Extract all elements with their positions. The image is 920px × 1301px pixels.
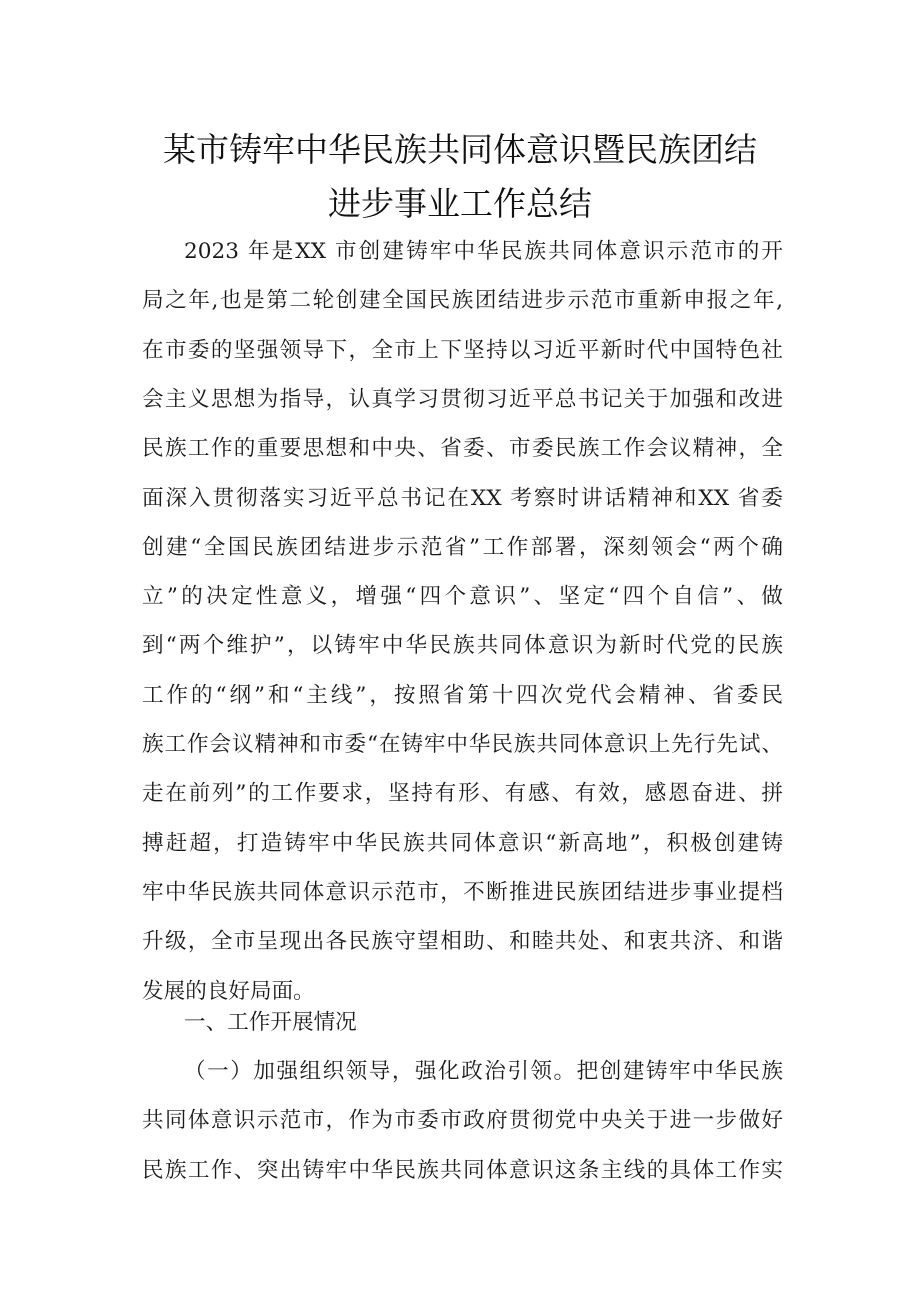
paragraph-line: 工作的“纲”和“主线”，按照省第十四次党代会精神、省委民: [142, 682, 783, 708]
paragraph-line: 牢中华民族共同体意识示范市，不断推进民族团结进步事业提档: [142, 879, 783, 905]
paragraph-line: 面深入贯彻落实习近平总书记在XX 考察时讲话精神和XX 省委: [142, 485, 783, 511]
paragraph-line: 发展的良好局面。: [142, 978, 315, 1004]
paragraph-line: 到“两个维护”，以铸牢中华民族共同体意识为新时代党的民族: [142, 633, 783, 659]
paragraph-line: 民族工作、突出铸牢中华民族共同体意识这条主线的具体工作实: [142, 1157, 783, 1183]
paragraph-line: 局之年,也是第二轮创建全国民族团结进步示范市重新申报之年,: [142, 288, 783, 314]
paragraph-line: 升级，全市呈现出各民族守望相助、和睦共处、和衷共济、和谐: [142, 929, 783, 955]
section-heading: 一、工作开展情况: [184, 1010, 357, 1035]
paragraph-line: 在市委的坚强领导下，全市上下坚持以习近平新时代中国特色社: [142, 337, 783, 363]
paragraph-line: 创建“全国民族团结进步示范省”工作部署，深刻领会“两个确: [142, 534, 783, 560]
document-title-line-2: 进步事业工作总结: [328, 184, 592, 223]
paragraph-line: （一）加强组织领导，强化政治引领。把创建铸牢中华民族: [184, 1059, 783, 1084]
paragraph-line: 2023 年是XX 市创建铸牢中华民族共同体意识示范市的开: [184, 239, 783, 264]
document-title-line-1: 某市铸牢中华民族共同体意识暨民族团结: [163, 130, 757, 169]
paragraph-line: 走在前列”的工作要求，坚持有形、有感、有效，感恩奋进、拼: [142, 781, 783, 807]
paragraph-line: 族工作会议精神和市委“在铸牢中华民族共同体意识上先行先试、: [142, 732, 783, 757]
paragraph-line: 搏赶超，打造铸牢中华民族共同体意识“新高地”，积极创建铸: [142, 830, 783, 856]
paragraph-line: 民族工作的重要思想和中央、省委、市委民族工作会议精神，全: [142, 436, 783, 462]
paragraph-line: 共同体意识示范市，作为市委市政府贯彻党中央关于进一步做好: [142, 1108, 783, 1134]
paragraph-line: 立”的决定性意义，增强“四个意识”、坚定“四个自信”、做: [142, 584, 783, 610]
paragraph-line: 会主义思想为指导，认真学习贯彻习近平总书记关于加强和改进: [142, 386, 783, 412]
